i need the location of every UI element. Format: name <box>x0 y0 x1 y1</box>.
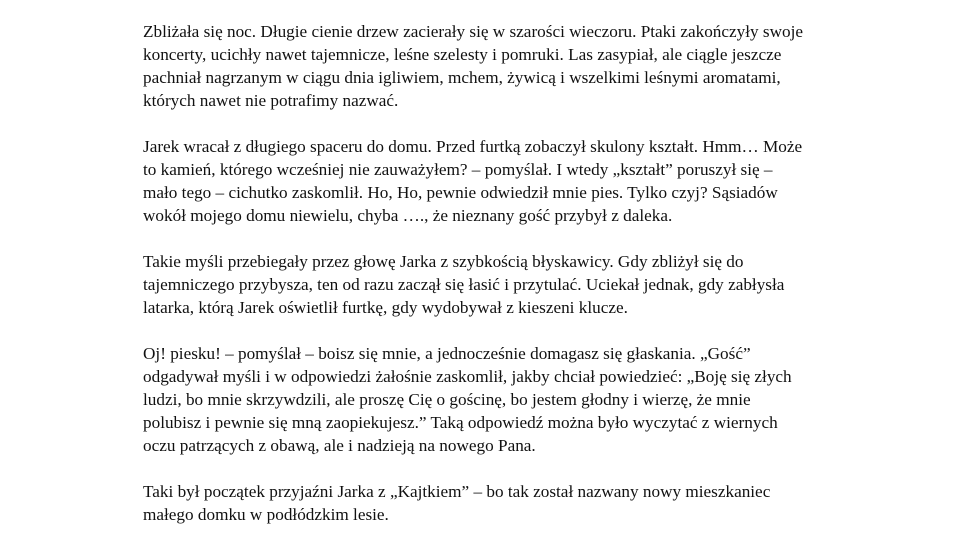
text-line: Takie myśli przebiegały przez głowę Jarka z szybkością błyskawicy. Gdy zbliżył się do <box>143 252 744 271</box>
text-line: Zbliżała się noc. Długie cienie drzew zacierały się w szarości wieczoru. Ptaki zakończyły swoje <box>143 22 804 41</box>
text-line: mało tego – cichutko zaskomlił. Ho, Ho, pewnie odwiedził mnie pies. Tylko czyj? Sąsiadów <box>143 183 778 202</box>
text-line: wokół mojego domu niewielu, chyba …., że nieznany gość przybył z daleka. <box>143 206 673 225</box>
text-line: małego domku w podłódzkim lesie. <box>143 505 389 524</box>
paragraph-4 <box>143 342 833 457</box>
text-line: Oj! piesku! – pomyślał – boisz się mnie, a jednocześnie domagasz się głaskania. „Gość” <box>143 344 751 363</box>
paragraph-1 <box>143 20 833 112</box>
story-text <box>143 20 833 549</box>
text-line: polubisz i pewnie się mną zaopiekujesz.” Taką odpowiedź można było wyczytać z wiernych <box>143 413 778 432</box>
text-line: koncerty, ucichły nawet tajemnicze, leśne szelesty i pomruki. Las zasypiał, ale ciągle jeszcze <box>143 45 782 64</box>
text-line: pachniał nagrzanym w ciągu dnia igliwiem, mchem, żywicą i wszelkimi leśnymi aromatami, <box>143 68 781 87</box>
text-line: odgadywał myśli i w odpowiedzi żałośnie zaskomlił, jakby chciał powiedzieć: „Boję się złych <box>143 367 792 386</box>
paragraph-2 <box>143 135 833 227</box>
text-line: ludzi, bo mnie skrzywdzili, ale proszę Cię o gościnę, bo jestem głodny i wierzę, że mnie <box>143 390 751 409</box>
text-line: latarka, którą Jarek oświetlił furtkę, gdy wydobywał z kieszeni klucze. <box>143 298 628 317</box>
text-line: Jarek wracał z długiego spaceru do domu. Przed furtką zobaczył skulony kształt. Hmm… Może <box>143 137 803 156</box>
text-line: których nawet nie potrafimy nazwać. <box>143 91 399 110</box>
text-line: oczu patrzących z obawą, ale i nadzieją na nowego Pana. <box>143 436 536 455</box>
text-line: tajemniczego przybysza, ten od razu zaczął się łasić i przytulać. Uciekał jednak, gdy zabłysła <box>143 275 785 294</box>
paragraph-5 <box>143 480 833 526</box>
text-line: to kamień, którego wcześniej nie zauważyłem? – pomyślał. I wtedy „kształt” poruszył się – <box>143 160 773 179</box>
text-line: Taki był początek przyjaźni Jarka z „Kajtkiem” – bo tak został nazwany nowy mieszkaniec <box>143 482 771 501</box>
paragraph-3 <box>143 250 833 319</box>
